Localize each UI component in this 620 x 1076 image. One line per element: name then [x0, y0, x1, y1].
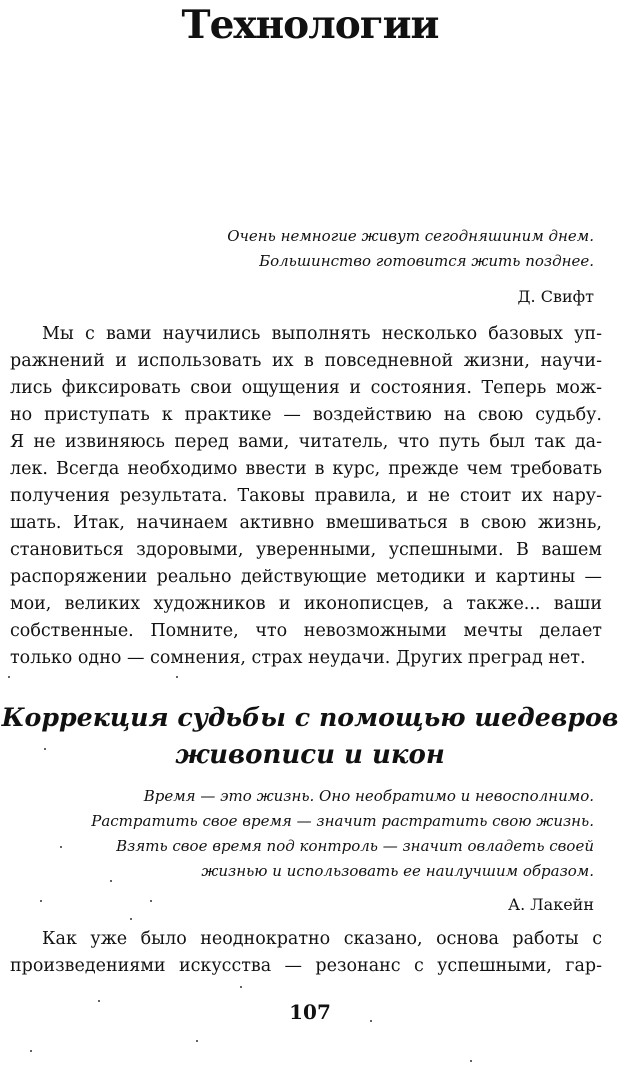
paragraph-line: лись фиксировать свои ощущения и состояния. Теперь мож- — [10, 378, 602, 398]
scan-speck — [196, 1040, 198, 1042]
scan-speck — [470, 1060, 472, 1062]
paragraph-1 — [10, 321, 602, 672]
paragraph-2 — [10, 926, 602, 980]
scan-speck — [110, 880, 112, 882]
paragraph-line: шать. Итак, начинаем активно вмешиваться в свою жизнь, — [10, 513, 602, 533]
epigraph-2 — [91, 784, 594, 884]
section-heading-line: живописи и икон — [175, 740, 445, 770]
page-number: 107 — [289, 1000, 331, 1024]
epigraph-1-author: Д. Свифт — [517, 287, 594, 306]
paragraph-line: лек. Всегда необходимо ввести в курс, прежде чем требовать — [10, 459, 602, 479]
scan-speck — [150, 900, 152, 902]
scan-speck — [98, 1000, 100, 1002]
scan-speck — [176, 676, 178, 678]
section-heading-line: Коррекция судьбы с помощью шедевров — [1, 702, 619, 732]
scan-speck — [240, 986, 242, 988]
scan-speck — [370, 1020, 372, 1022]
paragraph-line: становиться здоровыми, уверенными, успешными. В вашем — [10, 540, 602, 560]
epigraph-1-line: Очень немногие живут сегодняшиним днем. — [227, 227, 594, 245]
chapter-title: Технологии — [181, 2, 439, 48]
paragraph-line: произведениями искусства — резонанс с успешными, гар- — [10, 956, 602, 976]
epigraph-2-line: жизнью и использовать ее наилучшим образом. — [201, 862, 594, 880]
paragraph-line: ражнений и использовать их в повседневной жизни, научи- — [10, 351, 602, 371]
paragraph-line: мои, великих художников и иконописцев, а также... ваши — [10, 594, 602, 614]
epigraph-2-line: Растратить свое время — значит растратить свою жизнь. — [91, 812, 594, 830]
paragraph-line: получения результата. Таковы правила, и не стоит их нару- — [10, 486, 602, 506]
scan-speck — [8, 676, 10, 678]
epigraph-2-line: Время — это жизнь. Оно необратимо и невосполнимо. — [143, 787, 594, 805]
scan-speck — [44, 748, 46, 750]
paragraph-line: но приступать к практике — воздействию на свою судьбу. — [10, 405, 602, 425]
paragraph-line: только одно — сомнения, страх неудачи. Других преград нет. — [10, 648, 586, 668]
scan-speck — [30, 1050, 32, 1052]
epigraph-1-line: Большинство готовится жить позднее. — [259, 252, 594, 270]
epigraph-2-author: А. Лакейн — [508, 895, 594, 914]
paragraph-line: Мы с вами научились выполнять несколько базовых уп- — [42, 324, 602, 344]
paragraph-line: Я не извиняюсь перед вами, читатель, что путь был так да- — [10, 432, 602, 452]
epigraph-1 — [227, 224, 594, 274]
scan-speck — [130, 918, 132, 920]
paragraph-line: распоряжении реально действующие методики и картины — — [10, 567, 602, 587]
section-heading — [0, 698, 620, 774]
paragraph-line: собственные. Помните, что невозможными мечты делает — [10, 621, 602, 641]
scan-speck — [60, 846, 62, 848]
scan-speck — [40, 900, 42, 902]
paragraph-line: Как уже было неоднократно сказано, основа работы с — [42, 929, 602, 949]
epigraph-2-line: Взять свое время под контроль — значит овладеть своей — [116, 837, 594, 855]
